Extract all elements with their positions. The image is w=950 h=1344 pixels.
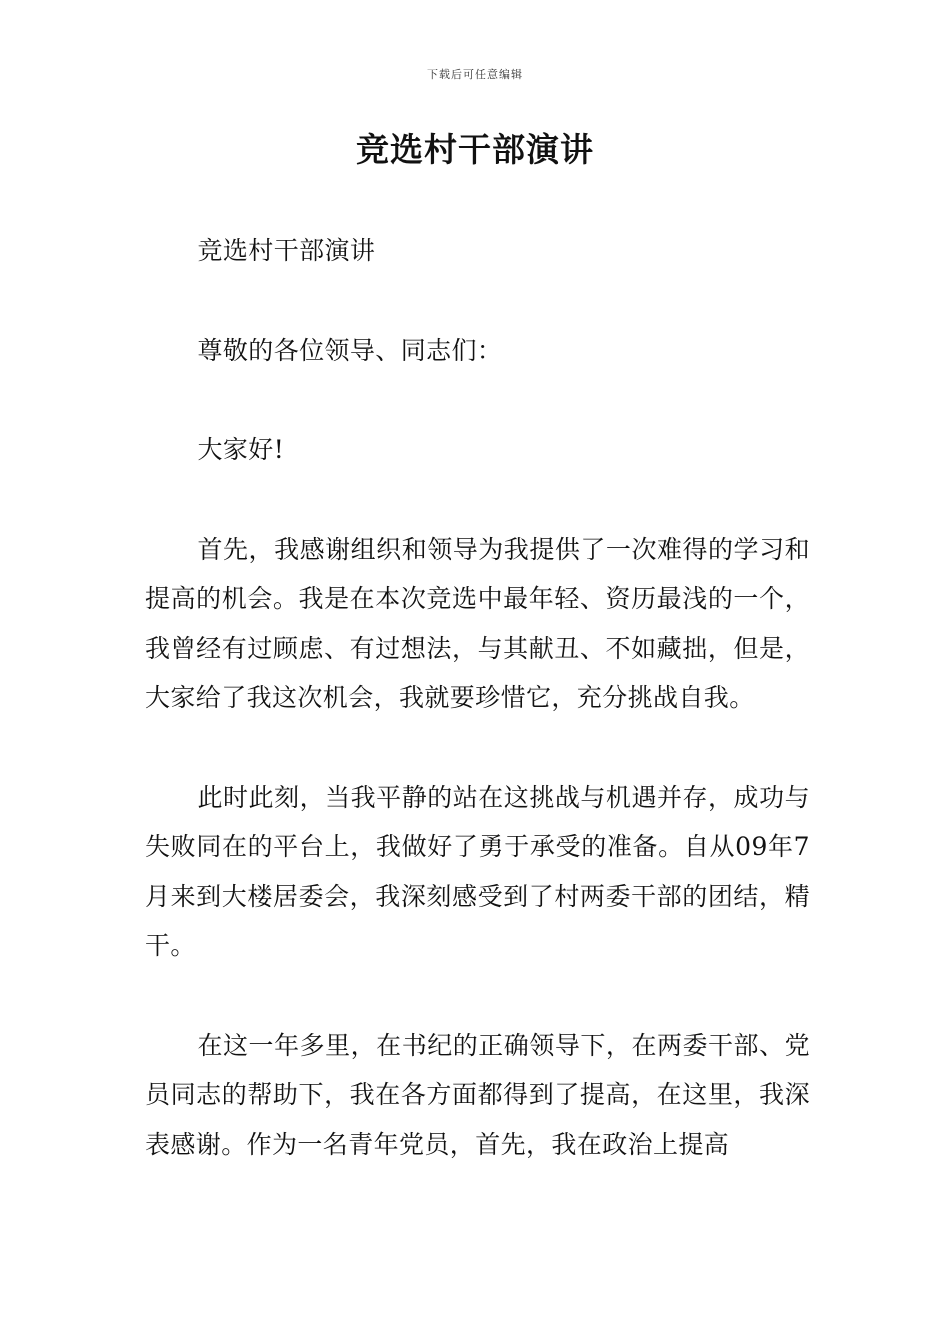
header-note: 下载后可任意编辑 bbox=[427, 68, 523, 81]
paragraph-salutation: 尊敬的各位领导、同志们： bbox=[197, 335, 503, 365]
document-title: 竞选村干部演讲 bbox=[356, 130, 594, 169]
paragraph-body: 在这一年多里，在书纪的正确领导下，在两委干部、党员同志的帮助下，我在各方面都得到了提高，在这里，我深表感谢。作为一名青年党员，首先，我在政治上提高 bbox=[145, 1030, 810, 1159]
paragraph-greeting: 大家好! bbox=[197, 435, 285, 464]
paragraph-subtitle: 竞选村干部演讲 bbox=[197, 236, 376, 265]
paragraph-body: 首先，我感谢组织和领导为我提供了一次难得的学习和提高的机会。我是在本次竞选中最年轻、资历最浅的一个，我曾经有过顾虑、有过想法，与其献丑、不如藏拙，但是，大家给了我这次机会，我就要珍惜它，充分挑战自我。 bbox=[145, 534, 810, 712]
paragraph-body: 此时此刻，当我平静的站在这挑战与机遇并存，成功与失败同在的平台上，我做好了勇于承受的准备。自从09年7月来到大楼居委会，我深刻感受到了村两委干部的团结，精干。 bbox=[145, 782, 810, 960]
document-body bbox=[145, 226, 810, 1219]
